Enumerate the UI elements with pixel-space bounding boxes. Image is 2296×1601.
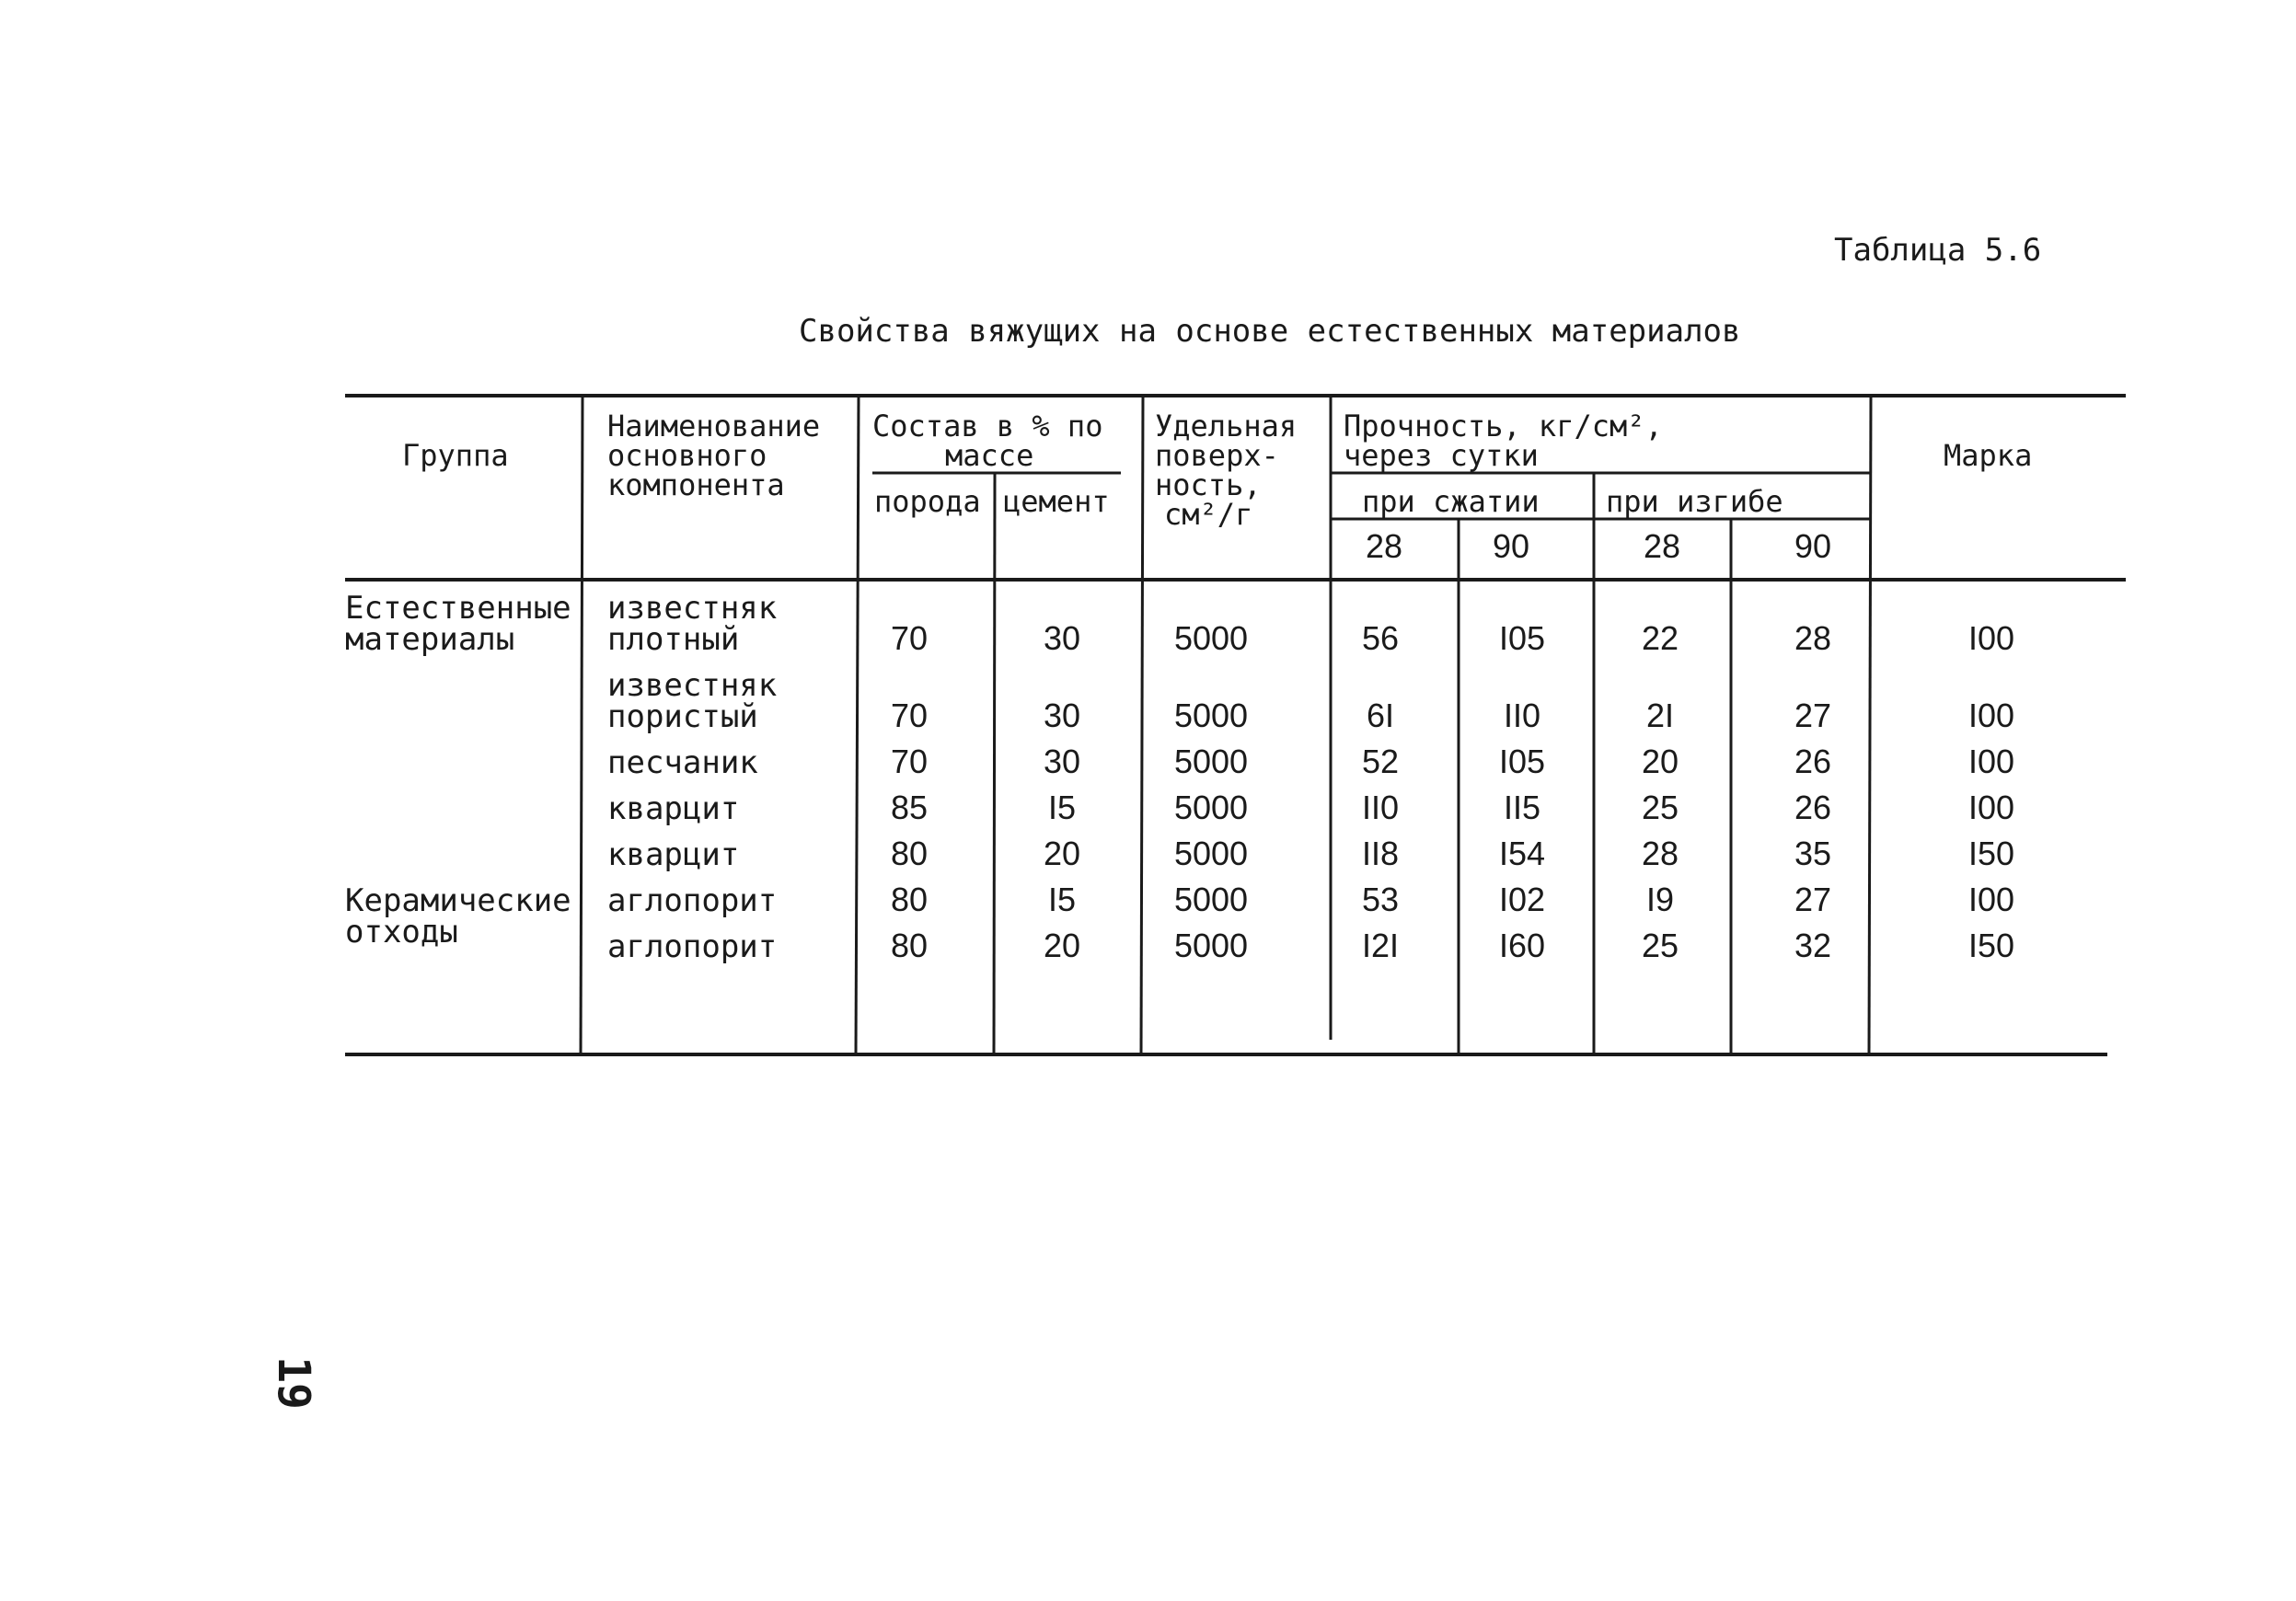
row-5-component: кварцит (607, 836, 740, 873)
row-3-c28: 52 (1361, 743, 1400, 780)
row-2-component-line2: пористый (607, 698, 758, 735)
row-7-rock: 80 (890, 927, 929, 964)
row-7-c90: I60 (1498, 927, 1546, 964)
row-4-rock: 85 (890, 789, 929, 826)
table-title: Свойства вяжущих на основе естественных материалов (799, 313, 1741, 350)
row-1-b90: 28 (1794, 619, 1832, 657)
row-1-grade: I00 (1967, 619, 2015, 657)
row-5-b90: 35 (1794, 835, 1832, 872)
row-3-component: песчаник (607, 744, 758, 781)
header-component-line2: основного (607, 438, 767, 473)
group-ceramic-line2: отходы (345, 914, 458, 950)
header-grade: Марка (1944, 438, 2033, 473)
row-3-grade: I00 (1967, 743, 2015, 780)
header-rock: порода (874, 484, 981, 519)
row-1-rock: 70 (890, 619, 929, 657)
header-compression: при сжатии (1362, 484, 1540, 519)
row-4-surface: 5000 (1173, 789, 1249, 826)
header-strength-line2: через сутки (1344, 438, 1539, 473)
header-surface-line1: Удельная (1155, 409, 1298, 443)
row-1-component-line1: известняк (607, 590, 778, 627)
row-3-surface: 5000 (1173, 743, 1249, 780)
row-4-c28: II0 (1361, 789, 1400, 826)
row-4-c90: II5 (1503, 789, 1541, 826)
row-6-c90: I02 (1498, 881, 1546, 918)
row-1-c28: 56 (1361, 619, 1400, 657)
row-6-c28: 53 (1361, 881, 1400, 918)
col-line-1 (581, 396, 583, 1054)
col-line-4 (1141, 396, 1143, 1054)
row-6-b28: I9 (1645, 881, 1675, 918)
row-6-b90: 27 (1794, 881, 1832, 918)
row-5-grade: I50 (1967, 835, 2015, 872)
header-component-line3: компонента (607, 467, 785, 502)
row-5-cement: 20 (1043, 835, 1081, 872)
row-1-component-line2: плотный (607, 621, 740, 658)
row-5-c90: I54 (1498, 835, 1546, 872)
row-4-grade: I00 (1967, 789, 2015, 826)
row-1-surface: 5000 (1173, 619, 1249, 657)
row-5-c28: II8 (1361, 835, 1400, 872)
header-composition-line1: Состав в % по (872, 409, 1103, 443)
row-3-c90: I05 (1498, 743, 1546, 780)
header-composition-line2: массе (945, 438, 1034, 473)
row-2-c28: 6I (1366, 697, 1395, 734)
col-line-9 (1869, 396, 1871, 1054)
header-surface-line2: поверх- (1155, 438, 1279, 473)
row-7-cement: 20 (1043, 927, 1081, 964)
row-2-rock: 70 (890, 697, 929, 734)
table-number: Таблица 5.6 (1834, 232, 2042, 269)
row-2-c90: II0 (1503, 697, 1541, 734)
row-2-component-line1: известняк (607, 667, 778, 704)
row-6-surface: 5000 (1173, 881, 1249, 918)
row-3-b90: 26 (1794, 743, 1832, 780)
row-7-c28: I2I (1361, 927, 1400, 964)
row-3-cement: 30 (1043, 743, 1081, 780)
row-4-b90: 26 (1794, 789, 1832, 826)
row-3-rock: 70 (890, 743, 929, 780)
row-7-surface: 5000 (1173, 927, 1249, 964)
row-6-component: аглопорит (607, 882, 778, 919)
header-day-28-bending: 28 (1643, 527, 1681, 565)
row-7-b90: 32 (1794, 927, 1832, 964)
row-7-component: аглопорит (607, 928, 778, 965)
group-ceramic-line1: Керамические (345, 882, 571, 919)
row-5-surface: 5000 (1173, 835, 1249, 872)
header-strength-line1: Прочность, кг/см², (1344, 409, 1663, 443)
header-day-90-compression: 90 (1492, 527, 1530, 565)
row-6-cement: I5 (1047, 881, 1077, 918)
header-day-28-compression: 28 (1365, 527, 1403, 565)
header-surface-line4: см²/г (1164, 497, 1253, 532)
row-7-grade: I50 (1967, 927, 2015, 964)
row-2-grade: I00 (1967, 697, 2015, 734)
row-1-cement: 30 (1043, 619, 1081, 657)
header-surface-line3: ность, (1155, 467, 1262, 502)
row-6-grade: I00 (1967, 881, 2015, 918)
group-natural-line1: Естественные (345, 590, 571, 627)
row-3-b28: 20 (1641, 743, 1679, 780)
row-2-b28: 2I (1645, 697, 1675, 734)
row-1-b28: 22 (1641, 619, 1679, 657)
row-5-rock: 80 (890, 835, 929, 872)
row-7-b28: 25 (1641, 927, 1679, 964)
row-5-b28: 28 (1641, 835, 1679, 872)
row-6-rock: 80 (890, 881, 929, 918)
row-2-cement: 30 (1043, 697, 1081, 734)
header-cement: цемент (1003, 484, 1110, 519)
row-4-cement: I5 (1047, 789, 1077, 826)
header-component-line1: Наименование (607, 409, 821, 443)
row-4-b28: 25 (1641, 789, 1679, 826)
row-2-b90: 27 (1794, 697, 1832, 734)
group-natural-line2: материалы (345, 621, 515, 658)
header-group: Группа (402, 438, 509, 473)
row-2-surface: 5000 (1173, 697, 1249, 734)
row-1-c90: I05 (1498, 619, 1546, 657)
header-bending: при изгибе (1606, 484, 1783, 519)
page-number: 19 (267, 1356, 319, 1410)
row-4-component: кварцит (607, 790, 740, 827)
col-line-3 (994, 474, 995, 1054)
header-day-90-bending: 90 (1794, 527, 1832, 565)
